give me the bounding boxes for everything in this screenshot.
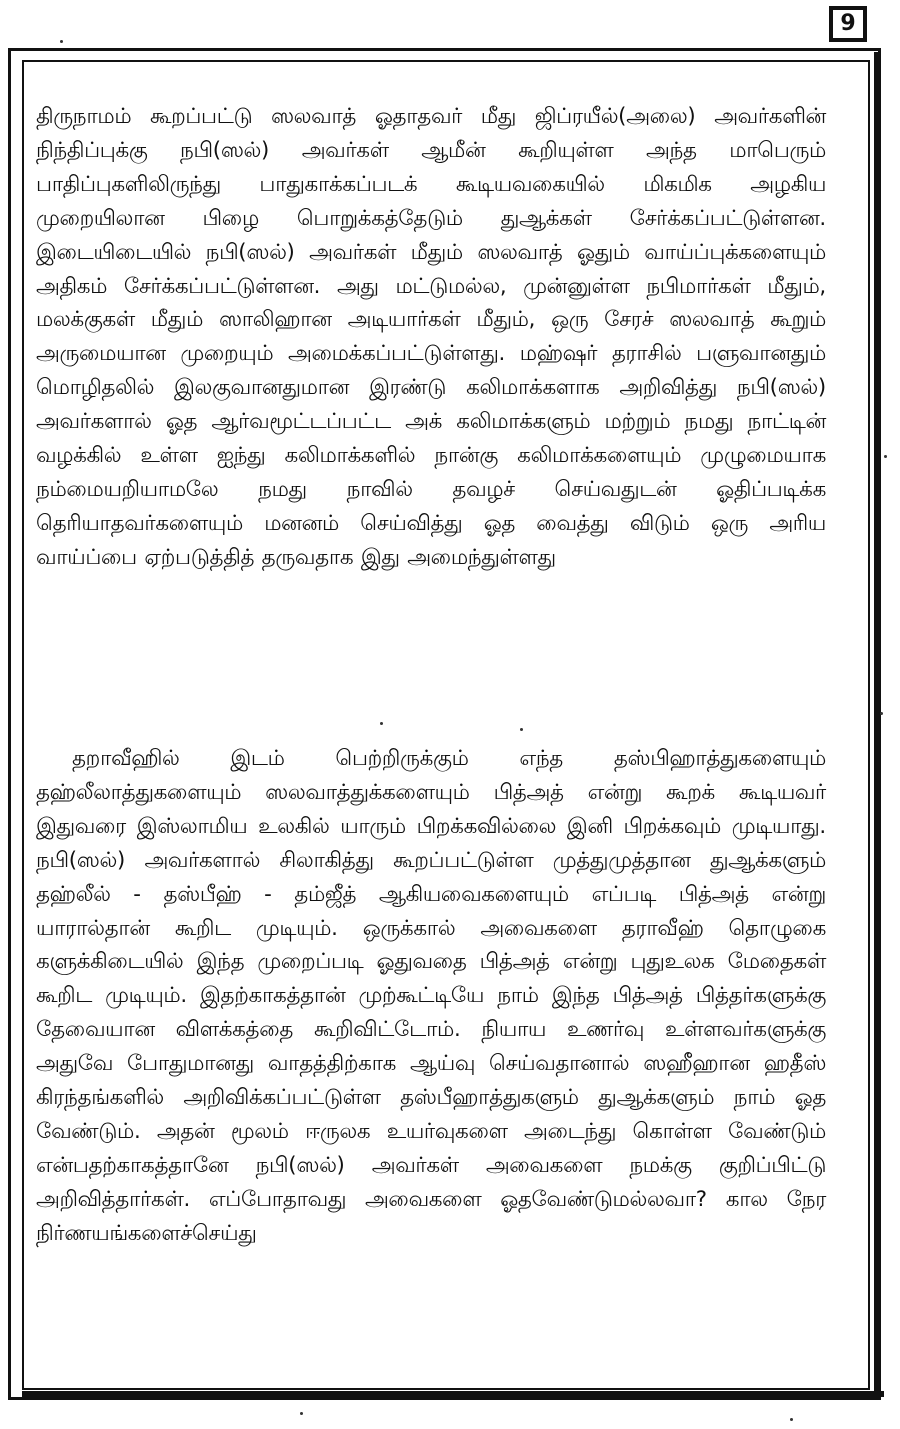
paragraph-text: திருநாமம் கூறப்பட்டு ஸலவாத் ஓதாதவர் மீது ஜிப்ரயீல்(அலை) அவர்களின் நிந்திப்புக்கு நபி(ஸல்) அவர்கள் ஆமீன் கூறியுள்ள அந்த மாபெரும் பாதிப்புகளிலிருந்து பாதுகாக்கப்படக் கூடியவகையில் மிகமிக அழகிய முறையிலான பிழை பொறுக்கத்தேடும் துஆக்கள் சேர்க்கப்பட்டுள்ளன. இடையிடையில் நபி(ஸல்) அவர்கள் மீதும் ஸலவாத் ஓதும் வாய்ப்புக்களையும் அதிகம் சேர்க்கப்பட்டுள்ளன. அது மட்டுமல்ல, முன்னுள்ள நபிமார்கள் மீதும், மலக்குகள் மீதும் ஸாலிஹான அடியார்கள் மீதும், ஒரு சேரச் ஸலவாத் கூறும் அருமையான முறையும் அமைக்கப்பட்டுள்ளது. மஹ்ஷர் தராசில் பளுவானதும் மொழிதலில் இலகுவானதுமான இரண்டு கலிமாக்களாக அறிவித்து நபி(ஸல்) அவர்களால் ஓத ஆர்வமூட்டப்பட்ட அக் கலிமாக்களும் மற்றும் நமது நாட்டின் வழக்கில் உள்ள ஐந்து கலிமாக்களில் நான்கு கலிமாக்களையும் முழுமையாக நம்மையறியாமலே நமது நாவில் தவழச் செய்வதுடன் ஓதிப்படிக்க தெரியாதவர்களையும் மனனம் செய்வித்து ஓத வைத்து விடும் ஒரு அரிய வாய்ப்பை ஏற்படுத்தித் தருவதாக இது அமைந்துள்ளது: [36, 104, 826, 570]
scan-speck: [300, 1412, 303, 1415]
scan-speck: [60, 40, 63, 43]
scan-speck: [880, 712, 883, 715]
body-paragraph-1: [36, 100, 826, 575]
paragraph-text: தறாவீஹில் இடம் பெற்றிருக்கும் எந்த தஸ்பிஹாத்துகளையும் தஹ்லீலாத்துகளையும் ஸலவாத்துக்களையும் பித்அத் என்று கூறக் கூடியவர் இதுவரை இஸ்லாமிய உலகில் யாரும் பிறக்கவில்லை இனி பிறக்கவும் முடியாது. நபி(ஸல்) அவர்களால் சிலாகித்து கூறப்பட்டுள்ள முத்துமுத்தான துஆக்களும் தஹ்லீல் - தஸ்பீஹ் - தம்ஜீத் ஆகியவைகளையும் எப்படி பித்அத் என்று யாரால்தான் கூறிட முடியும். ஒருக்கால் அவைகளை தராவீஹ் தொழுகை களுக்கிடையில் இந்த முறைப்படி ஓதுவதை பித்அத் என்று புதுஉலக மேதைகள் கூறிட முடியும். இதற்காகத்தான் முற்கூட்டியே நாம் இந்த பித்அத் பித்தர்களுக்கு தேவையான விளக்கத்தை கூறிவிட்டோம். நியாய உணர்வு உள்ளவர்களுக்கு அதுவே போதுமானது வாதத்திற்காக ஆய்வு செய்வதானால் ஸஹீஹான ஹதீஸ் கிரந்தங்களில் அறிவிக்கப்பட்டுள்ள தஸ்பீஹாத்துகளும் துஆக்களும் நாம் ஓத வேண்டும். அதன் மூலம் ஈருலக உயர்வுகளை அடைந்து கொள்ள வேண்டும் என்பதற்காகத்தானே நபி(ஸல்) அவர்கள் அவைகளை நமக்கு குறிப்பிட்டு அறிவித்தார்கள். எப்போதாவது அவைகளை ஓதவேண்டுமல்லவா? கால நேர நிர்ணயங்களைச்செய்து: [36, 746, 826, 1246]
scan-speck: [520, 728, 523, 731]
page-number: 9: [829, 6, 867, 42]
page-border-shadow-bottom: [22, 1391, 884, 1397]
scan-speck: [790, 1418, 793, 1421]
scan-speck: [380, 722, 383, 725]
body-paragraph-2: [36, 742, 826, 1251]
scan-speck: [884, 455, 887, 458]
page-border-shadow-right: [874, 52, 881, 1397]
